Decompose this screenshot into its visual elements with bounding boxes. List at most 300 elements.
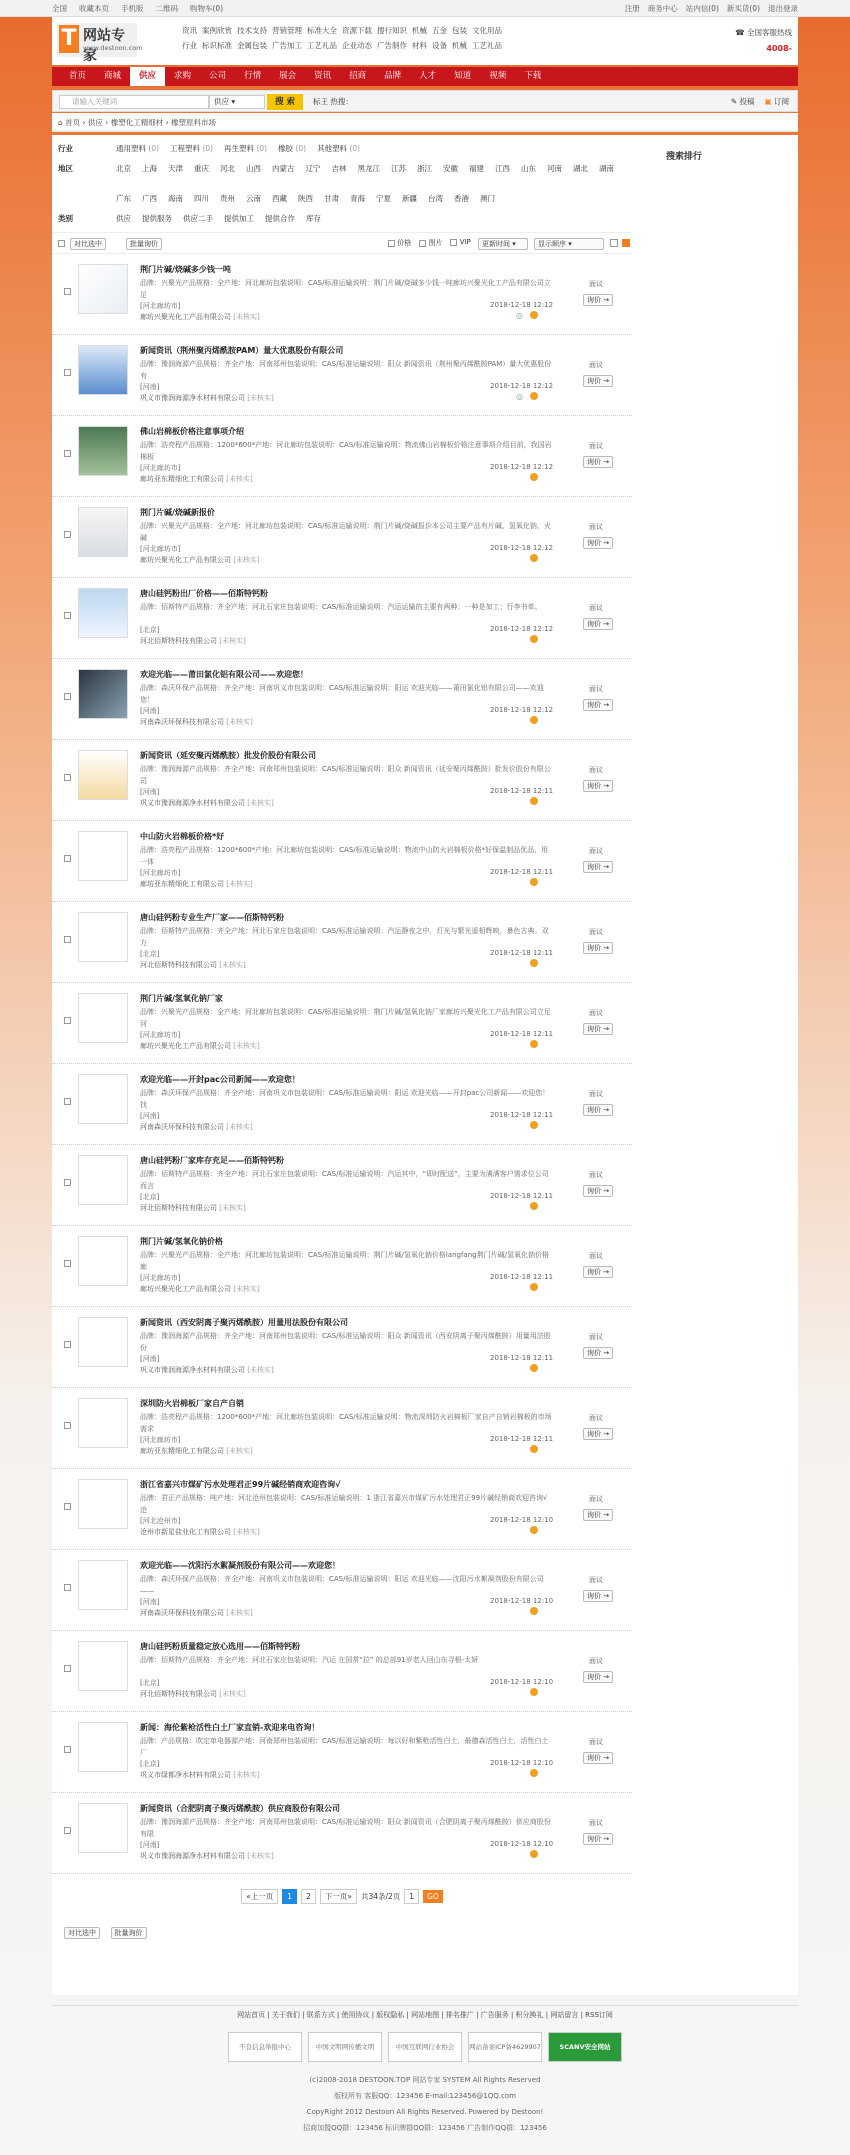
submit-label: 投稿 <box>739 97 755 106</box>
chat-icon[interactable] <box>530 1850 538 1858</box>
company-name[interactable]: 廊坊兴聚光化工产品有限公司 <box>140 313 231 321</box>
product-description: 品牌：兴聚光产品规格：全产地：河北廊坊包装说明：CAS/标准运输说明：荆门片碱/烧碱多少钱一吨廊坊兴聚光化工产品有限公司立足 <box>140 279 551 299</box>
item-checkbox[interactable] <box>64 1746 71 1753</box>
product-title[interactable]: 欢迎光临——莆田氯化铝有限公司——欢迎您！ <box>140 670 308 679</box>
bulk-inquiry-label: 批量询价 <box>114 1929 143 1937</box>
go-button[interactable]: GO <box>423 1890 443 1903</box>
compare-button-bottom[interactable] <box>64 1927 100 1939</box>
page-2-button[interactable]: 2 <box>301 1889 316 1904</box>
filter-option-region[interactable]: 新疆 <box>402 194 417 203</box>
price-text: 面议 <box>589 766 603 774</box>
company-name[interactable]: 河北佰斯特科技有限公司 <box>140 961 217 969</box>
product-item <box>52 1064 632 1145</box>
company-name[interactable]: 廊坊兴聚光化工产品有限公司 <box>140 556 231 564</box>
filter-option-type[interactable]: 提供服务 <box>142 214 172 223</box>
filter-option-industry[interactable] <box>317 142 360 156</box>
product-title[interactable]: 新闻：海伦紫枪活性白土厂家直销-欢迎来电咨询！ <box>140 1723 320 1732</box>
product-thumbnail[interactable] <box>78 912 128 962</box>
item-checkbox[interactable] <box>64 1341 71 1348</box>
page-1-button[interactable]: 1 <box>282 1889 297 1904</box>
item-checkbox[interactable] <box>64 1017 71 1024</box>
inquiry-button[interactable]: 询价 → <box>583 294 613 306</box>
bulk-inquiry-button-bottom[interactable] <box>111 1927 147 1939</box>
product-thumbnail[interactable] <box>78 750 128 800</box>
header-link[interactable]: 工艺礼品 <box>307 41 337 50</box>
product-location: [河北廊坊市] <box>140 302 181 310</box>
inquiry-button[interactable]: 询价 → <box>583 1428 613 1440</box>
checkbox[interactable] <box>388 240 395 247</box>
filter-option-region[interactable]: 广西 <box>142 194 157 203</box>
filter-option-region[interactable]: 安徽 <box>443 164 458 173</box>
inquiry-button[interactable]: 询价 → <box>583 537 613 549</box>
sort-select[interactable]: 更新时间 ▾ <box>478 238 528 250</box>
order-select[interactable]: 显示顺序 ▾ <box>534 238 604 250</box>
topbar-link[interactable]: 新买货(0) <box>726 4 760 13</box>
header-link[interactable]: 搜行知识 <box>377 26 407 35</box>
checkbox-label: 图片 <box>428 239 443 247</box>
topbar-link[interactable]: 站内信(0) <box>685 4 719 13</box>
main-nav-4[interactable]: 公司 <box>209 71 227 81</box>
filter-option-region[interactable]: 山东 <box>521 164 536 173</box>
filter-option-region[interactable]: 上海 <box>142 164 157 173</box>
inquiry-label: 询价 <box>587 620 601 628</box>
filter-option-region[interactable]: 四川 <box>194 194 209 203</box>
filter-option-region[interactable]: 广东 <box>116 194 131 203</box>
chat-icon[interactable] <box>530 392 538 400</box>
item-checkbox[interactable] <box>64 531 71 538</box>
main-nav-5[interactable]: 行情 <box>244 71 262 81</box>
right-sidebar <box>660 135 798 162</box>
company-name[interactable]: 巩义市豫润海源净水材料有限公司 <box>140 1366 245 1374</box>
filter-option-industry[interactable] <box>116 142 159 156</box>
submit-link[interactable] <box>731 96 755 107</box>
footer-badge[interactable]: SCANV安全网站 <box>548 2032 622 2062</box>
header-link[interactable]: 标识标准 <box>202 41 232 50</box>
item-checkbox[interactable] <box>64 1584 71 1591</box>
inquiry-label: 询价 <box>587 1025 601 1033</box>
item-checkbox[interactable] <box>64 450 71 457</box>
chat-icon[interactable] <box>530 473 538 481</box>
product-description: 品牌：产品规格：吹定单电器源产地：河南郑州包装说明：CAS/标准运输说明：每以好和紫枪活性白土，最德森活性白土，活性白土厂 <box>140 1737 549 1757</box>
product-title[interactable]: 唐山硅钙粉专业生产厂家——佰斯特钙粉 <box>140 913 284 922</box>
header-link[interactable]: 机械 <box>452 41 467 50</box>
inquiry-button[interactable]: 询价 → <box>583 456 613 468</box>
header-link[interactable]: 资源下载 <box>342 26 372 35</box>
product-title[interactable]: 深圳防火岩棉板厂家自产自销 <box>140 1399 244 1408</box>
main-nav-2[interactable]: 供应 <box>130 67 165 86</box>
topbar-link[interactable]: 退出登录 <box>768 4 798 13</box>
main-nav-12[interactable]: 视频 <box>489 71 507 81</box>
filter-option-region[interactable]: 天津 <box>168 164 183 173</box>
company-name[interactable]: 廊坊兴聚光化工产品有限公司 <box>140 1285 231 1293</box>
inquiry-label: 询价 <box>587 1430 601 1438</box>
filter-option-region[interactable]: 澳门 <box>480 194 495 203</box>
page-input[interactable]: 1 <box>404 1889 419 1904</box>
product-thumbnail[interactable] <box>78 507 128 557</box>
footer-badge[interactable]: 中国文明网传播文明 <box>308 2032 382 2062</box>
chat-icon[interactable] <box>530 1040 538 1048</box>
company-line <box>140 798 274 808</box>
product-location: [北京] <box>140 950 160 958</box>
inquiry-button[interactable]: 询价 → <box>583 1509 613 1521</box>
filter-option-type[interactable]: 提供合作 <box>265 214 295 223</box>
main-nav-7[interactable]: 资讯 <box>314 71 332 81</box>
item-checkbox[interactable] <box>64 936 71 943</box>
main-nav-11[interactable]: 知道 <box>454 71 472 81</box>
topbar-link[interactable]: 全国 <box>52 4 67 13</box>
product-title[interactable]: 新闻资讯（西安阴离子聚丙烯酰胺）用量用法股份有限公司 <box>140 1318 348 1327</box>
item-checkbox[interactable] <box>64 1179 71 1186</box>
filter-option-region[interactable]: 宁夏 <box>376 194 391 203</box>
filter-option-region[interactable]: 香港 <box>454 194 469 203</box>
inquiry-label: 询价 <box>587 1592 601 1600</box>
product-title[interactable]: 荆门片碱/烧碱新报价 <box>140 508 215 517</box>
search-input[interactable]: 请输入关键词 <box>59 95 209 109</box>
chat-icon[interactable] <box>530 1202 538 1210</box>
chat-icon[interactable] <box>530 1445 538 1453</box>
filter-option-region[interactable]: 黑龙江 <box>357 164 380 173</box>
filter-option-type[interactable]: 供应 <box>116 214 131 223</box>
main-nav-0[interactable]: 首页 <box>69 71 87 81</box>
main-nav-3[interactable]: 求购 <box>174 71 192 81</box>
filter-option-region[interactable]: 北京 <box>116 164 131 173</box>
header-link[interactable]: 机械 <box>412 26 427 35</box>
company-name[interactable]: 河南森沃环保科技有限公司 <box>140 1609 224 1617</box>
company-name[interactable]: 沧州市新星盐业化工有限公司 <box>140 1528 231 1536</box>
filter-option-region[interactable]: 江苏 <box>391 164 406 173</box>
chat-icon[interactable] <box>530 635 538 643</box>
main-nav-8[interactable]: 招商 <box>349 71 367 81</box>
filter-option-region[interactable]: 湖南 <box>599 164 614 173</box>
post-date: 2018-12-18 12:10 <box>490 1597 554 1605</box>
main-nav-9[interactable]: 品牌 <box>384 71 402 81</box>
main-nav-1[interactable]: 商城 <box>104 71 122 81</box>
product-title[interactable]: 荆门片碱/氢氧化钠价格 <box>140 1237 223 1246</box>
filter-option-region[interactable]: 浙江 <box>417 164 432 173</box>
product-title[interactable]: 新闻资讯（延安聚丙烯酰胺）批发价股份有限公司 <box>140 751 316 760</box>
item-checkbox[interactable] <box>64 774 71 781</box>
product-thumbnail[interactable] <box>78 993 128 1043</box>
filter-option-region[interactable]: 陕西 <box>298 194 313 203</box>
product-thumbnail[interactable] <box>78 1560 128 1610</box>
inquiry-button[interactable]: 询价 → <box>583 1023 613 1035</box>
option-count: (0) <box>202 144 214 153</box>
header-link[interactable]: 标准大全 <box>307 26 337 35</box>
chat-icon[interactable] <box>530 1688 538 1696</box>
price-text: 面议 <box>589 1009 603 1017</box>
verify-status: [未核实] <box>219 961 246 969</box>
inquiry-button[interactable]: 询价 → <box>583 375 613 387</box>
company-name[interactable]: 廊坊亚东精细化工有限公司 <box>140 880 224 888</box>
product-thumbnail[interactable] <box>78 1803 128 1853</box>
chat-icon[interactable] <box>530 1121 538 1129</box>
product-location: [河南] <box>140 1112 160 1120</box>
company-line <box>140 312 260 322</box>
chat-icon[interactable] <box>530 716 538 724</box>
company-name[interactable]: 巩义市豫润海源净水材料有限公司 <box>140 799 245 807</box>
filter-option-region[interactable]: 江西 <box>495 164 510 173</box>
verify-status: [未核实] <box>226 880 253 888</box>
header-link[interactable]: 设备 <box>432 41 447 50</box>
wechat-icon[interactable]: ◎ <box>516 392 523 401</box>
chat-icon[interactable] <box>530 1769 538 1777</box>
inquiry-button[interactable]: 询价 → <box>583 942 613 954</box>
inquiry-button[interactable]: 询价 → <box>583 1266 613 1278</box>
prev-page-button[interactable]: «上一页 <box>241 1889 278 1904</box>
header-link[interactable]: 广告制作 <box>377 41 407 50</box>
header-link[interactable]: 营销管理 <box>272 26 302 35</box>
compare-label: 对比选中 <box>68 1929 96 1937</box>
main-nav-13[interactable]: 下载 <box>524 71 542 81</box>
filter-checkbox-1[interactable] <box>419 238 442 248</box>
item-checkbox[interactable] <box>64 288 71 295</box>
verify-status: [未核实] <box>233 313 260 321</box>
select-all-checkbox[interactable] <box>58 240 65 247</box>
chat-icon[interactable] <box>530 959 538 967</box>
filter-option-region[interactable]: 湖北 <box>573 164 588 173</box>
product-title[interactable]: 佛山岩棉板价格注意事项介绍 <box>140 427 244 436</box>
bulk-inquiry-button[interactable] <box>126 238 162 250</box>
item-checkbox[interactable] <box>64 693 71 700</box>
header-link[interactable]: 文化用品 <box>472 26 502 35</box>
wechat-icon[interactable]: ◎ <box>516 311 523 320</box>
filter-option-region[interactable]: 甘肃 <box>324 194 339 203</box>
inquiry-button[interactable]: 询价 → <box>583 1347 613 1359</box>
product-description: 品牌：君正产品规格：吨产地：河北沧州包装说明：CAS/标准运输说明：1 浙江省嘉兴市煤矿污水处理君正99片碱经销商欢迎咨询√ 沧 <box>140 1494 548 1514</box>
header-link[interactable]: 工艺礼品 <box>472 41 502 50</box>
inquiry-button[interactable]: 询价 → <box>583 861 613 873</box>
main-nav-6[interactable]: 展会 <box>279 71 297 81</box>
filter-option-region[interactable]: 山西 <box>246 164 261 173</box>
topbar-link[interactable]: 手机版 <box>121 4 144 13</box>
filter-option-region[interactable]: 辽宁 <box>305 164 321 173</box>
inquiry-label: 询价 <box>587 1511 601 1519</box>
inquiry-label: 询价 <box>587 1106 601 1114</box>
company-name[interactable]: 巩义市豫润海源净水材料有限公司 <box>140 394 245 402</box>
checkbox-label: 价格 <box>397 239 412 247</box>
filter-option-region[interactable]: 海南 <box>168 194 183 203</box>
site-logo[interactable] <box>57 23 143 64</box>
inquiry-button[interactable]: 询价 → <box>583 699 613 711</box>
item-checkbox[interactable] <box>64 1422 71 1429</box>
product-title[interactable]: 浙江省嘉兴市煤矿污水处理君正99片碱经销商欢迎咨询√ <box>140 1480 341 1489</box>
price-text: 面议 <box>589 1414 603 1422</box>
company-name[interactable]: 河北佰斯特科技有限公司 <box>140 1204 217 1212</box>
product-title[interactable]: 中山防火岩棉板价格*好 <box>140 832 225 841</box>
footer-badge[interactable]: 网站备案ICP备4629907 <box>468 2032 542 2062</box>
header-link[interactable]: 资讯 <box>182 26 197 35</box>
inquiry-button[interactable]: 询价 → <box>583 1833 613 1845</box>
chat-icon[interactable] <box>530 554 538 562</box>
filter-checkbox-0[interactable] <box>388 238 411 248</box>
item-checkbox[interactable] <box>64 1098 71 1105</box>
inquiry-button[interactable]: 询价 → <box>583 618 613 630</box>
filter-option-type[interactable]: 库存 <box>306 214 321 223</box>
filter-option-region[interactable]: 西藏 <box>272 194 287 203</box>
filter-option-industry[interactable] <box>224 142 267 156</box>
item-checkbox[interactable] <box>64 1665 71 1672</box>
grid-view-icon[interactable] <box>622 239 630 247</box>
filter-type <box>58 212 632 226</box>
item-checkbox[interactable] <box>64 855 71 862</box>
inquiry-button[interactable]: 询价 → <box>583 1590 613 1602</box>
company-name[interactable]: 河南森沃环保科技有限公司 <box>140 1123 224 1131</box>
verify-status: [未核实] <box>219 637 246 645</box>
product-title[interactable]: 唐山硅钙粉质量稳定放心选用——佰斯特钙粉 <box>140 1642 300 1651</box>
header-link[interactable]: 行业 <box>182 41 197 50</box>
filter-checkbox-2[interactable] <box>450 238 470 248</box>
search-type-select[interactable] <box>209 95 265 109</box>
topbar-link[interactable]: 购物车(0) <box>190 4 224 13</box>
inquiry-button[interactable]: 询价 → <box>583 1671 613 1683</box>
item-checkbox[interactable] <box>64 612 71 619</box>
chat-icon[interactable] <box>530 1607 538 1615</box>
product-thumbnail[interactable] <box>78 1317 128 1367</box>
product-thumbnail[interactable] <box>78 588 128 638</box>
chat-icon[interactable] <box>530 311 538 319</box>
product-thumbnail[interactable] <box>78 264 128 314</box>
filter-option-industry[interactable] <box>170 142 213 156</box>
product-item <box>52 497 632 578</box>
header-link[interactable]: 包装 <box>452 26 467 35</box>
inquiry-button[interactable]: 询价 → <box>583 780 613 792</box>
option-count: (0) <box>295 144 307 153</box>
product-location: [河南] <box>140 707 160 715</box>
checkbox[interactable] <box>450 239 457 246</box>
product-thumbnail[interactable] <box>78 345 128 395</box>
product-title[interactable]: 新闻资讯（合肥阴离子聚丙烯酰胺）供应商股份有限公司 <box>140 1804 340 1813</box>
product-thumbnail[interactable] <box>78 669 128 719</box>
filter-option-region[interactable]: 重庆 <box>194 164 209 173</box>
filter-option-region[interactable]: 贵州 <box>220 194 235 203</box>
list-view-icon[interactable] <box>610 239 618 247</box>
product-thumbnail[interactable] <box>78 1722 128 1772</box>
filter-option-type[interactable]: 提供加工 <box>224 214 254 223</box>
inquiry-button[interactable]: 询价 → <box>583 1104 613 1116</box>
company-name[interactable]: 廊坊亚东精细化工有限公司 <box>140 1447 224 1455</box>
product-thumbnail[interactable] <box>78 1479 128 1529</box>
chat-icon[interactable] <box>530 1364 538 1372</box>
checkbox-label: VIP <box>459 238 471 246</box>
product-title[interactable]: 欢迎光临——开封pac公司新闻——欢迎您！ <box>140 1075 300 1084</box>
inquiry-label: 询价 <box>587 1673 601 1681</box>
product-title[interactable]: 唐山硅钙粉出厂价格——佰斯特钙粉 <box>140 589 268 598</box>
header-link[interactable]: 广告加工 <box>272 41 302 50</box>
company-name[interactable]: 河南森沃环保科技有限公司 <box>140 718 224 726</box>
company-name[interactable]: 廊坊亚东精细化工有限公司 <box>140 475 224 483</box>
product-title[interactable]: 新闻资讯（荆州聚丙烯酰胺PAM）量大优惠股份有限公司 <box>140 346 344 355</box>
filter-option-region[interactable]: 台湾 <box>428 194 443 203</box>
footer-badge[interactable]: 中国互联网行业协会 <box>388 2032 462 2062</box>
compare-button[interactable] <box>70 238 106 250</box>
price-text: 面议 <box>589 1333 603 1341</box>
header-link[interactable]: 五金 <box>432 26 447 35</box>
footer-links[interactable]: 网站首页 | 关于我们 | 联系方式 | 使用协议 | 版权隐私 | 网站地图 | 排名推广 | 广告服务 | 积分换礼 | 网站留言 | RSS订阅 <box>52 2005 798 2020</box>
breadcrumb-text[interactable]: 首页 › 供应 › 橡塑化工精细材 › 橡塑原料市场 <box>65 118 216 127</box>
filter-option-region[interactable]: 河南 <box>547 164 562 173</box>
filter-option-industry[interactable] <box>278 142 306 156</box>
post-date: 2018-12-18 12:12 <box>490 544 554 552</box>
rss-link[interactable] <box>765 96 789 107</box>
company-line <box>140 555 260 565</box>
product-description: 品牌：兴聚光产品规格：全产地：河北廊坊包装说明：CAS/标准运输说明：荆门片碱/氢氧化钠厂家廊坊兴聚光化工产品有限公司立足河 <box>140 1008 551 1028</box>
hotline-number: 4008- <box>766 44 792 53</box>
product-item <box>52 1550 632 1631</box>
topbar-link[interactable]: 注册 <box>624 4 640 13</box>
product-description: 品牌：森沃环保产品规格：齐全产地：河南巩义市包装说明：CAS/标准运输说明：阳运 欢迎光临——莆田氯化铝有限公司——欢迎您！ <box>140 684 544 704</box>
search-button[interactable]: 搜 索 <box>267 94 303 110</box>
item-checkbox[interactable] <box>64 369 71 376</box>
item-checkbox[interactable] <box>64 1827 71 1834</box>
header-link[interactable]: 技术支持 <box>237 26 267 35</box>
product-thumbnail[interactable] <box>78 426 128 476</box>
next-page-button[interactable]: 下一页» <box>320 1889 357 1904</box>
sort-value: 更新时间 <box>482 240 510 248</box>
header-link[interactable]: 企业动态 <box>342 41 372 50</box>
filter-option-region[interactable]: 内蒙古 <box>272 164 295 173</box>
filter-option-region[interactable]: 吉林 <box>331 164 347 173</box>
company-line <box>140 879 253 889</box>
price-text: 面议 <box>589 685 603 693</box>
topbar-link[interactable]: 收藏本页 <box>79 4 109 13</box>
item-checkbox[interactable] <box>64 1260 71 1267</box>
company-name[interactable]: 巩义市豫润海源净水材料有限公司 <box>140 1852 245 1860</box>
header-link[interactable]: 材料 <box>412 41 427 50</box>
checkbox[interactable] <box>419 240 426 247</box>
chat-icon[interactable] <box>530 1526 538 1534</box>
company-name[interactable]: 廊坊兴聚光化工产品有限公司 <box>140 1042 231 1050</box>
price-text: 面议 <box>589 361 603 369</box>
chat-icon[interactable] <box>530 1283 538 1291</box>
product-title[interactable]: 荆门片碱/烧碱多少钱一吨 <box>140 265 231 274</box>
filter-option-region[interactable]: 福建 <box>469 164 484 173</box>
company-name[interactable]: 巩义市绿都净水材料有限公司 <box>140 1771 231 1779</box>
product-title[interactable]: 唐山硅钙粉厂家库存充足——佰斯特钙粉 <box>140 1156 284 1165</box>
company-name[interactable]: 河北佰斯特科技有限公司 <box>140 637 217 645</box>
inquiry-button[interactable]: 询价 → <box>583 1752 613 1764</box>
product-thumbnail[interactable] <box>78 1236 128 1286</box>
footer-copy-line: 招商加盟QQ群：123456 标识牌群QQ群：123456 广告制作QQ群：123456 <box>303 2124 547 2132</box>
company-line <box>140 960 246 970</box>
company-name[interactable]: 河北佰斯特科技有限公司 <box>140 1690 217 1698</box>
topbar-link[interactable]: 二维码 <box>155 4 178 13</box>
post-date: 2018-12-18 12:12 <box>490 463 554 471</box>
product-thumbnail[interactable] <box>78 1155 128 1205</box>
search-ranking-title: 搜索排行 <box>666 152 703 162</box>
product-title[interactable]: 荆门片碱/氢氧化钠厂家 <box>140 994 223 1003</box>
filter-option-type[interactable]: 供应二手 <box>183 214 213 223</box>
filter-option-region[interactable]: 云南 <box>246 194 261 203</box>
header-link[interactable]: 金属包装 <box>237 41 267 50</box>
option-label: 通用塑料 <box>116 144 146 153</box>
item-checkbox[interactable] <box>64 1503 71 1510</box>
chat-icon[interactable] <box>530 878 538 886</box>
topbar-link[interactable]: 商务中心 <box>647 4 678 13</box>
filter-option-region[interactable]: 青海 <box>350 194 365 203</box>
product-thumbnail[interactable] <box>78 1398 128 1448</box>
product-thumbnail[interactable] <box>78 1074 128 1124</box>
page-total: 共34条/2页 <box>360 1892 401 1901</box>
inquiry-button[interactable]: 询价 → <box>583 1185 613 1197</box>
filter-option-region[interactable]: 河北 <box>220 164 235 173</box>
chat-icon[interactable] <box>530 797 538 805</box>
main-nav-10[interactable]: 人才 <box>419 71 437 81</box>
footer-badge[interactable]: 不良信息举报中心 <box>228 2032 302 2062</box>
product-title[interactable]: 欢迎光临——沈阳污水絮凝剂股份有限公司——欢迎您！ <box>140 1561 340 1570</box>
product-thumbnail[interactable] <box>78 1641 128 1691</box>
header-link[interactable]: 案例欣赏 <box>202 26 232 35</box>
product-thumbnail[interactable] <box>78 831 128 881</box>
